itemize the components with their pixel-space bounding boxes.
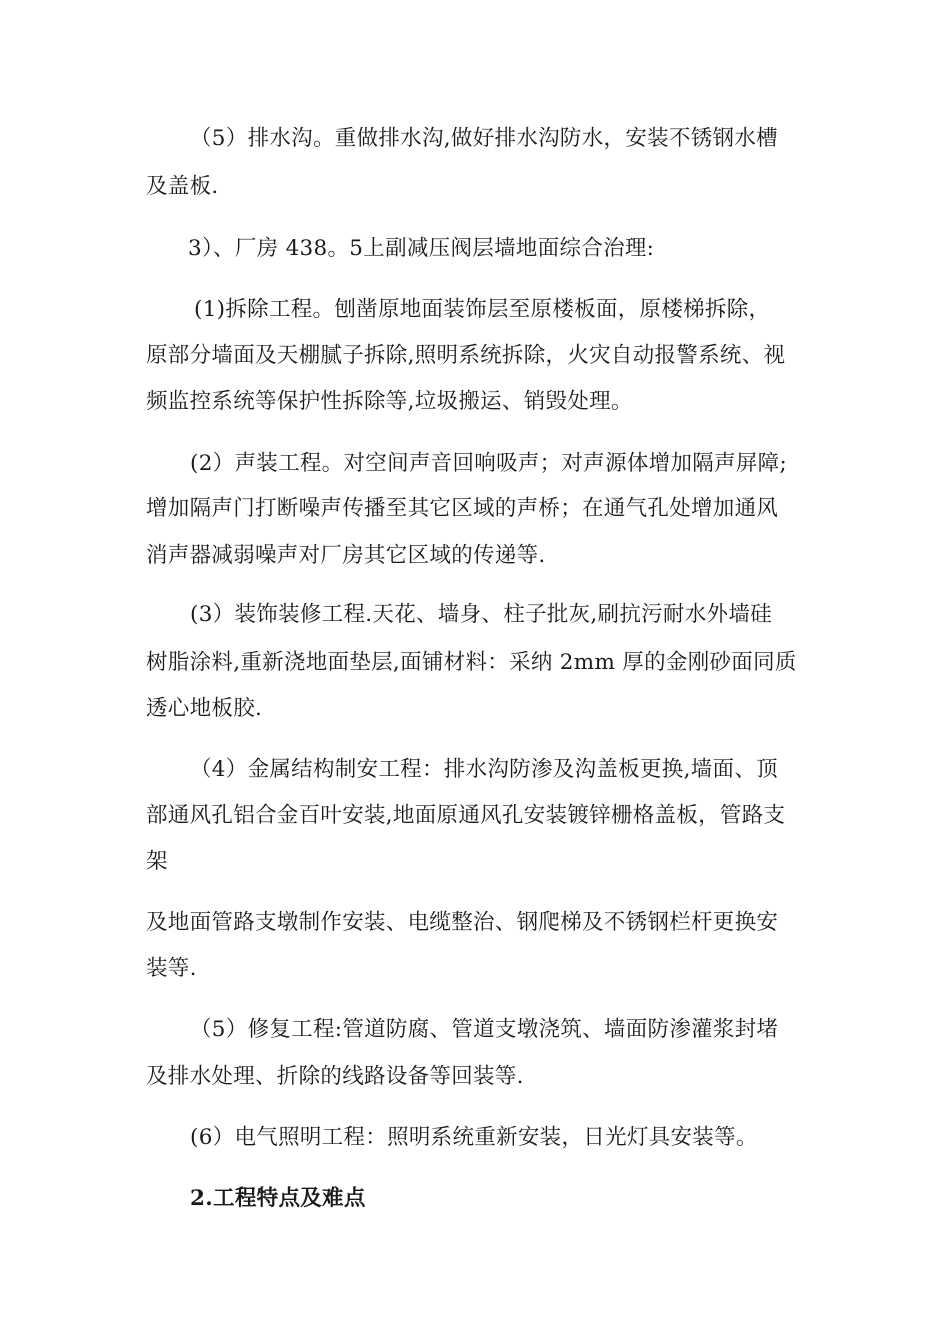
paragraph-line: 透心地板胶. (146, 696, 263, 721)
paragraph-line: (3）装饰装修工程.天花、墙身、柱子批灰,刷抗污耐水外墙硅 (190, 602, 772, 627)
paragraph-line: 装等. (146, 956, 197, 981)
paragraph-line: （5）排水沟。重做排水沟,做好排水沟防水，安装不锈钢水槽 (190, 126, 778, 151)
paragraph-line: （4）金属结构制安工程：排水沟防渗及沟盖板更换,墙面、顶 (190, 757, 778, 782)
section-heading: 2.工程特点及难点 (190, 1186, 366, 1211)
paragraph-line: （5）修复工程:管道防腐、管道支墩浇筑、墙面防渗灌浆封堵 (190, 1017, 779, 1042)
paragraph-line: 频监控系统等保护性拆除等,垃圾搬运、销毁处理。 (146, 389, 633, 414)
paragraph-line: (6）电气照明工程：照明系统重新安装，日光灯具安装等。 (190, 1125, 758, 1150)
paragraph-line: (2）声装工程。对空间声音回响吸声；对声源体增加隔声屏障; (190, 451, 788, 476)
paragraph-line: 及地面管路支墩制作安装、电缆整治、钢爬梯及不锈钢栏杆更换安 (146, 910, 779, 935)
paragraph-line: 及盖板. (146, 174, 219, 199)
paragraph-line: 3）、厂房 438。5上副减压阀层墙地面综合治理: (188, 236, 655, 261)
paragraph-line: 部通风孔铝合金百叶安装,地面原通风孔安装镀锌栅格盖板，管路支 (146, 803, 786, 828)
paragraph-line: 消声器减弱噪声对厂房其它区域的传递等. (146, 543, 546, 568)
paragraph-line: 增加隔声门打断噪声传播至其它区域的声桥；在通气孔处增加通风 (146, 496, 779, 521)
paragraph-line: 原部分墙面及天棚腻子拆除,照明系统拆除，火灾自动报警系统、视 (146, 343, 786, 368)
paragraph-line: (1)拆除工程。刨凿原地面装饰层至原楼板面，原楼梯拆除， (194, 297, 771, 322)
paragraph-line: 架 (146, 849, 168, 874)
paragraph-line: 及排水处理、折除的线路设备等回装等. (146, 1064, 524, 1089)
paragraph-line: 树脂涂料,重新浇地面垫层,面铺材料：采纳 2mm 厚的金刚砂面同质 (146, 650, 797, 675)
